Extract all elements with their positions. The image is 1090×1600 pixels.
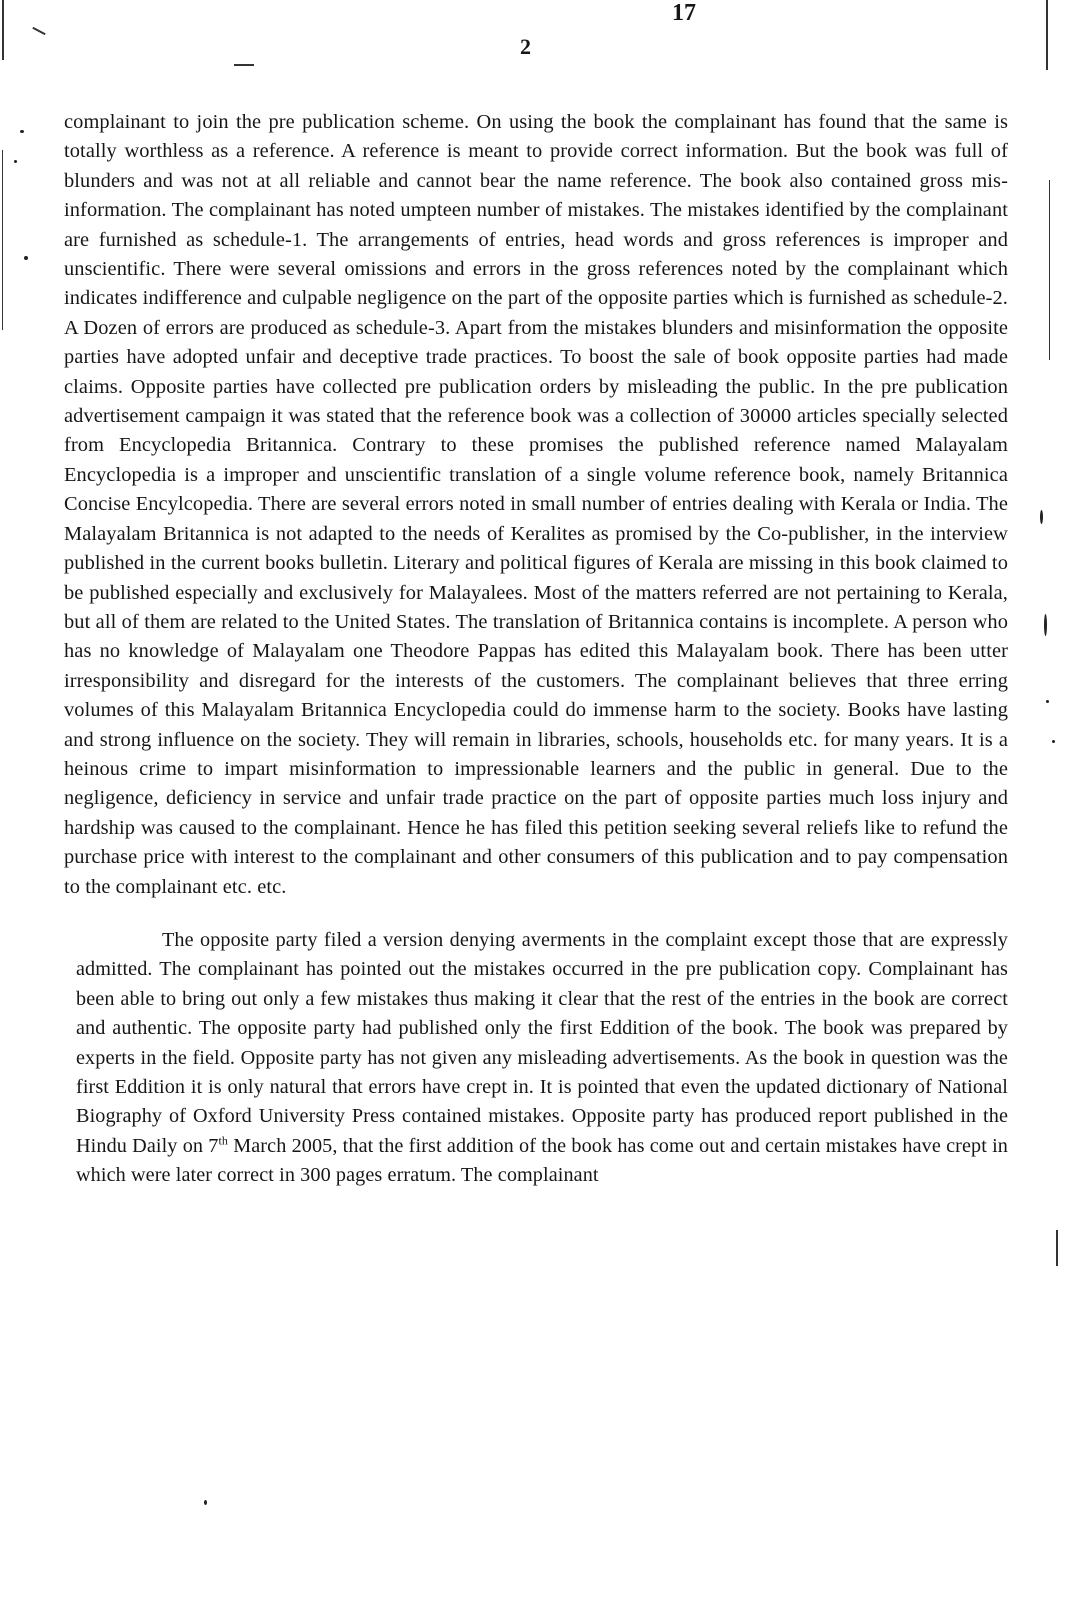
paragraph-complaint-summary: complainant to join the pre publication scheme. On using the book the complainant has found that the same is totally worthless as a reference. A reference is meant to provide correct information. But the book was full of blunders and was not at all reliable and cannot bear the name reference. The book also contained gross mis-information. The complainant has noted umpteen number of mistakes. The mistakes identified by the complainant are furnished as schedule-1. The arrangements of entries, head words and gross references is improper and unscientific. There were several omissions and errors in the gross references noted by the complainant which indicates indifference and culpable negligence on the part of the opposite parties which is furnished as schedule-2. A Dozen of errors are produced as schedule-3. Apart from the mistakes blunders and misinformation the opposite parties have adopted unfair and deceptive trade practices. To boost the sale of book opposite parties had made claims. Opposite parties have collected pre publication orders by misleading the public. In the pre publication advertisement campaign it was stated that the reference book was a collection of 30000 articles specially selected from Encyclopedia Britannica. Contrary to these promises the published reference named Malayalam Encyclopedia is a improper and unscientific translation of a single volume reference book, namely Britannica Concise Encylcopedia. There are several errors noted in small number of entries dealing with Kerala or India. The Malayalam Britannica is not adapted to the needs of Keralites as promised by the Co-publisher, in the interview published in the current books bulletin. Literary and political figures of Kerala are missing in this book claimed to be published especially and exclusively for Malayalees. Most of the matters referred are not pertaining to Kerala, but all of them are related to the United States. The translation of Britannica contains is incomplete. A person who has no knowledge of Malayalam one Theodore Pappas has edited this Malayalam book. There has been utter irresponsibility and disregard for the interests of the customers. The complainant believes that three erring volumes of this Malayalam Britannica Encyclopedia could do immense harm to the society. Books have lasting and strong influence on the society. They will remain in libraries, schools, households etc. for many years. It is a heinous crime to impart misinformation to impressionable learners and the public in general. Due to the negligence, deficiency in service and unfair trade practice on the part of opposite parties much loss injury and hardship was caused to the complainant. Hence he has filed this petition seeking several reliefs like to refund the purchase price with interest to the complainant and other consumers of this publication and to pay compensation to the complainant etc. etc. [64,111,1008,898]
scan-speck [1040,510,1043,524]
scan-stroke-top-left [32,27,45,35]
scan-edge-line-left-lower [2,150,3,330]
scan-edge-line-right-mid [1049,180,1050,360]
paragraph-text: The opposite party filed a version denying averments in the complaint except those that are expressly admitted. The complainant has pointed out the mistakes occurred in the pre publication copy. Complainant has been able to bring out only a few mistakes thus making it clear that the rest of the entries in the book are correct and authentic. The opposite party had published only the first Eddition of the book. The book was prepared by experts in the field. Opposite party has not given any misleading advertisements. As the book in question was the first Eddition it is only natural that errors have crept in. It is pointed that even the updated dictionary of National Biography of Oxford University Press contained mistakes. Opposite party has produced report published in the Hindu Daily on 7 [76,928,1008,1157]
scan-speck [1046,700,1049,703]
scan-speck [1044,614,1047,636]
scan-edge-line-right-lower [1056,1230,1058,1266]
scan-speck [20,130,24,133]
scan-speck [24,256,28,260]
ordinal-suffix: th [218,1133,229,1148]
paragraph-text-continued: March 2005, that the first addition of the book has come out and certain mistakes have crept in which were later correct in 300 pages erratum. The complainant [76,1134,1009,1187]
handwritten-folio-mark: 17 [672,0,696,26]
scan-edge-line-left [2,0,4,60]
page-number: 2 [520,34,531,59]
scan-dash-top [234,64,254,66]
scan-speck [14,160,17,163]
scan-speck [1052,740,1055,743]
scan-edge-line-right [1046,0,1048,70]
scan-speck [204,1500,207,1505]
paragraph-opposite-party-version [64,926,1008,1191]
body-text [64,108,1008,1191]
